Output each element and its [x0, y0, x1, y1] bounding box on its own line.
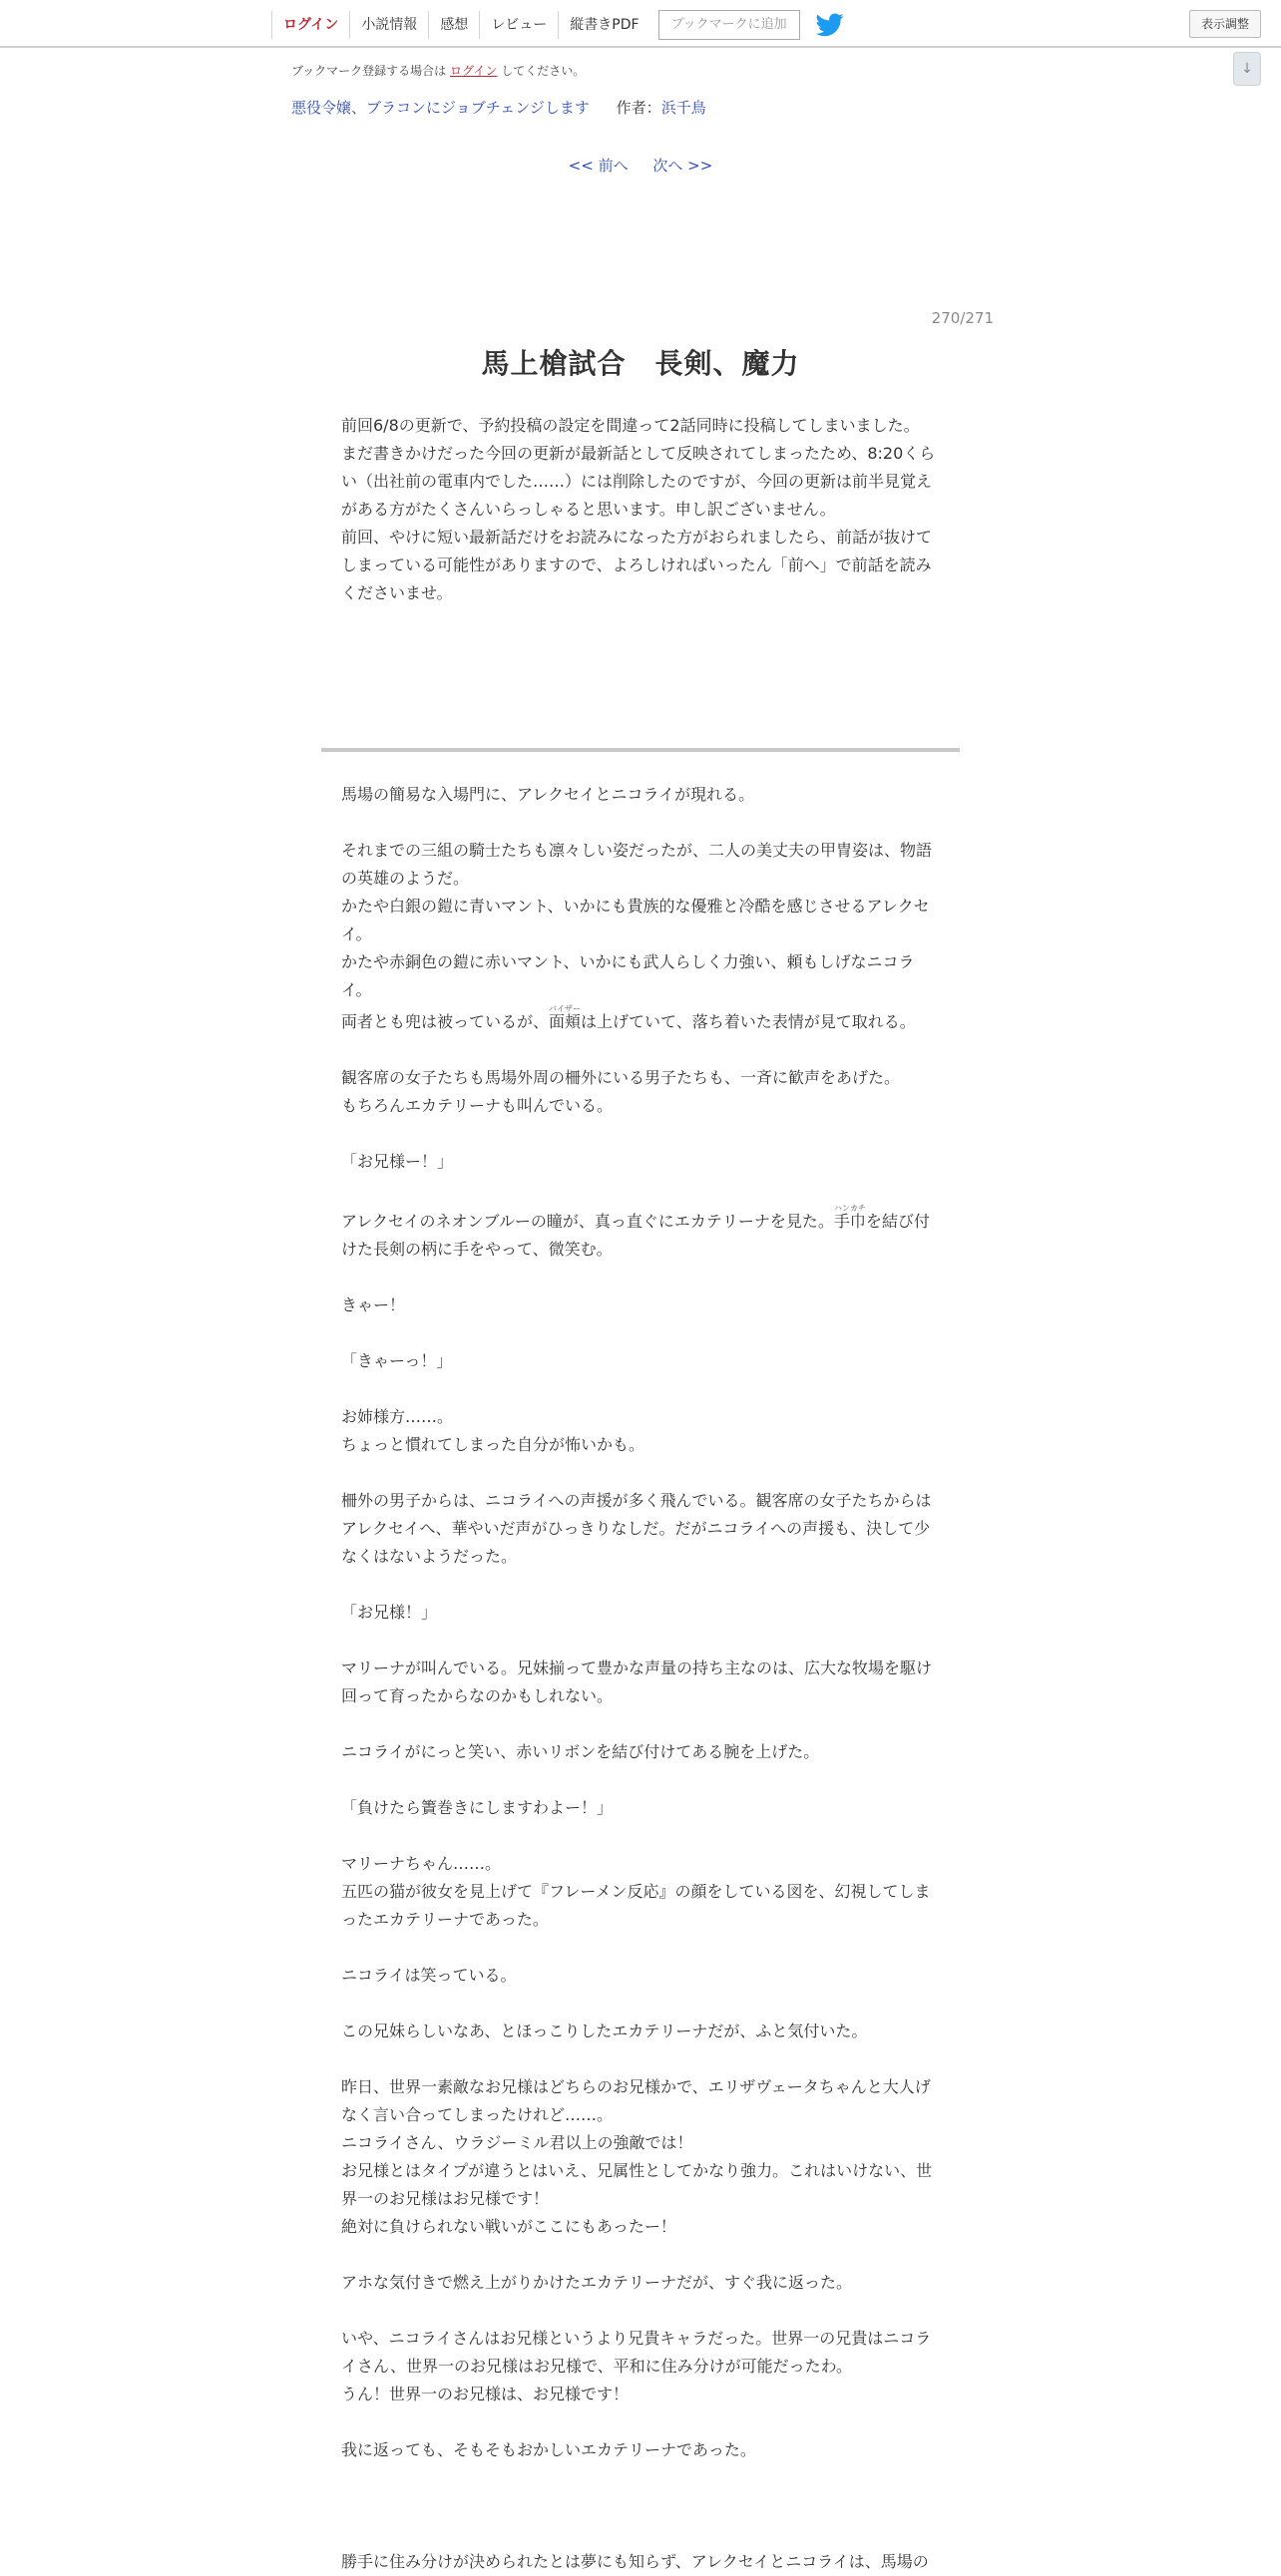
blank-line [341, 1710, 938, 1738]
novel-info-link[interactable]: 小説情報 [349, 11, 428, 39]
login-link[interactable]: ログイン [271, 11, 349, 39]
body-line: マリーナちゃん……。 [341, 1854, 502, 1873]
body-line: それまでの三組の騎士たちも凛々しい姿だったが、二人の美丈夫の甲冑姿は、物語の英雄のようだ。 [341, 841, 933, 888]
body-line: 勝手に住み分けが決められたとは夢にも知らず、アレクセイとニコライは、馬場の [341, 2552, 929, 2571]
blank-line [341, 2520, 938, 2548]
author-link[interactable]: 浜千鳥 [660, 99, 706, 117]
body-line: 「お兄様ー！」 [341, 1152, 454, 1171]
preface-divider [321, 748, 960, 752]
author-label: 作者： [616, 99, 661, 117]
blank-line [341, 809, 938, 837]
body-line: 昨日、世界一素敵なお兄様はどちらのお兄様かで、エリザヴェータちゃんと大人げなく言い合ってしまったけれど……。 [341, 2077, 931, 2124]
review-link[interactable]: レビュー [479, 11, 558, 39]
impressions-link[interactable]: 感想 [428, 11, 479, 39]
preface-paragraph: 前回、やけに短い最新話だけをお読みになった方がおられましたら、前話が抜けてしまっている可能性がありますので、よろしければいったん「前へ」で前話を読みくださいませ。 [341, 528, 933, 602]
body-line: 絶対に負けられない戦いがここにもあったー！ [341, 2217, 676, 2236]
body-line: 「お兄様！」 [341, 1603, 438, 1622]
body-line: ニコライさん、ウラジーミル君以上の強敵では！ [341, 2133, 693, 2152]
nav-links [271, 10, 844, 40]
body-line: お兄様とはタイプが違うとはいえ、兄属性としてかなり強力。これはいけない、世界一のお兄様はお兄様です！ [341, 2161, 933, 2208]
body-line: 「きゃーっ！」 [341, 1351, 453, 1370]
blank-line [341, 1766, 938, 1794]
body-line: かたや赤銅色の鎧に赤いマント、いかにも武人らしく力強い、頼もしげなニコライ。 [341, 952, 915, 999]
blank-line [341, 2408, 938, 2436]
body-line: もちろんエカテリーナも叫んでいる。 [341, 1096, 614, 1115]
blank-line [341, 1934, 938, 1962]
blank-line [341, 1627, 938, 1655]
blank-line [341, 2045, 938, 2073]
episode-body [341, 781, 938, 2576]
body-line: ニコライは笑っている。 [341, 1966, 517, 1985]
body-line: うん！世界一のお兄様は、お兄様です！ [341, 2385, 630, 2403]
blank-line [341, 1375, 938, 1403]
body-line: 柵外の男子からは、ニコライへの声援が多く飛んでいる。観客席の女子たちからはアレクセイへ、華やいだ声がひっきりなしだ。だがニコライへの声援も、決して少なくはないようだった。 [341, 1491, 932, 1566]
ruby-word [833, 1204, 866, 1231]
preface [341, 412, 938, 607]
body-text: を結び付けた長剣の柄に手をやって、微笑む。 [341, 1212, 930, 1259]
bookmark-login-link[interactable]: ログイン [450, 64, 498, 78]
body-text: アレクセイのネオンブルーの瞳が、真っ直ぐにエカテリーナを見た。 [341, 1212, 834, 1231]
blank-line [341, 2297, 938, 2325]
blank-line [341, 2241, 938, 2269]
body-line: 五匹の猫が彼女を見上げて『フレーメン反応』の顔をしている図を、幻視してしまったエカテリーナであった。 [341, 1882, 931, 1929]
ruby-base: 手巾 [833, 1212, 866, 1231]
body-line: お姉様方……。 [341, 1407, 454, 1426]
blank-line [341, 1176, 938, 1204]
blank-line [341, 1264, 938, 1291]
novel-title-row [291, 97, 706, 118]
blank-line [341, 1036, 938, 1064]
blank-line [341, 2492, 938, 2520]
blank-line [341, 1120, 938, 1148]
body-line: かたや白銀の鎧に青いマント、いかにも貴族的な優雅と冷酷を感じさせるアレクセイ。 [341, 897, 930, 943]
novel-title-link[interactable]: 悪役令嬢、ブラコンにジョブチェンジします [291, 99, 590, 117]
body-text: 両者とも兜は被っているが、 [341, 1012, 550, 1031]
body-line: 我に返っても、そもそもおかしいエカテリーナであった。 [341, 2440, 756, 2459]
body-line: マリーナが叫んでいる。兄妹揃って豊かな声量の持ち主なのは、広大な牧場を駆け回って育ったからなのかもしれない。 [341, 1658, 933, 1705]
blank-line [341, 1822, 938, 1850]
twitter-bird-icon[interactable] [816, 13, 844, 37]
episode-pager [0, 155, 1281, 176]
top-nav-bar [0, 0, 1281, 48]
prev-episode-link[interactable]: << 前へ [568, 157, 629, 175]
body-line: きゃー！ [341, 1295, 406, 1314]
blank-line [341, 1990, 938, 2018]
preface-paragraph: 前回6/8の更新で、予約投稿の設定を間違って2話同時に投稿してしまいました。 [341, 416, 920, 435]
body-line-ruby [341, 1204, 938, 1264]
add-bookmark-button[interactable]: ブックマークに追加 [658, 10, 800, 40]
blank-line [341, 1571, 938, 1599]
bookmark-note-suffix: してください。 [501, 64, 586, 78]
episode-title: 馬上槍試合 長剣、魔力 [481, 347, 800, 380]
display-adjust-button[interactable]: 表示調整 [1189, 10, 1261, 38]
body-line-ruby [341, 1004, 938, 1036]
ruby-word [549, 1004, 582, 1031]
ruby-reading: バイザー [549, 1004, 582, 1013]
next-episode-link[interactable]: 次へ >> [652, 157, 713, 175]
body-line: 「負けたら簀巻きにしますわよー！」 [341, 1798, 614, 1817]
ruby-base: 面頬 [549, 1012, 582, 1031]
body-line: この兄妹らしいなあ、とほっこりしたエカテリーナだが、ふと気付いた。 [341, 2022, 868, 2040]
bookmark-note-prefix: ブックマーク登録する場合は [291, 64, 447, 78]
body-line: ニコライがにっと笑い、赤いリボンを結び付けてある腕を上げた。 [341, 1742, 820, 1761]
blank-line [341, 2464, 938, 2492]
ruby-reading: ハンカチ [833, 1204, 866, 1213]
preface-paragraph: まだ書きかけだった今回の更新が最新話として反映されてしまったため、8:20くらい（出社前の電車内でした……）には削除したのですが、今回の更新は前半見覚えがある方がたくさんいらっしゃると思います。申し訳ございません。 [341, 444, 936, 519]
bookmark-login-note [291, 62, 585, 79]
body-line: 馬場の簡易な入場門に、アレクセイとニコライが現れる。 [341, 785, 755, 804]
vertical-pdf-link[interactable]: 縦書きPDF [558, 11, 649, 39]
body-line: アホな気付きで燃え上がりかけたエカテリーナだが、すぐ我に返った。 [341, 2273, 853, 2292]
blank-line [341, 1459, 938, 1487]
body-text: は上げていて、落ち着いた表情が見て取れる。 [581, 1012, 916, 1031]
body-line: 観客席の女子たちも馬場外周の柵外にいる男子たちも、一斉に歓声をあげた。 [341, 1068, 901, 1087]
episode-counter: 270/271 [931, 309, 994, 327]
body-line: いや、ニコライさんはお兄様というより兄貴キャラだった。世界一の兄貴はニコライさん、世界一のお兄様はお兄様で、平和に住み分けが可能だったわ。 [341, 2329, 932, 2376]
body-line: ちょっと慣れてしまった自分が怖いかも。 [341, 1435, 645, 1454]
arrow-down-icon[interactable]: ↓ [1233, 52, 1261, 86]
blank-line [341, 1319, 938, 1347]
